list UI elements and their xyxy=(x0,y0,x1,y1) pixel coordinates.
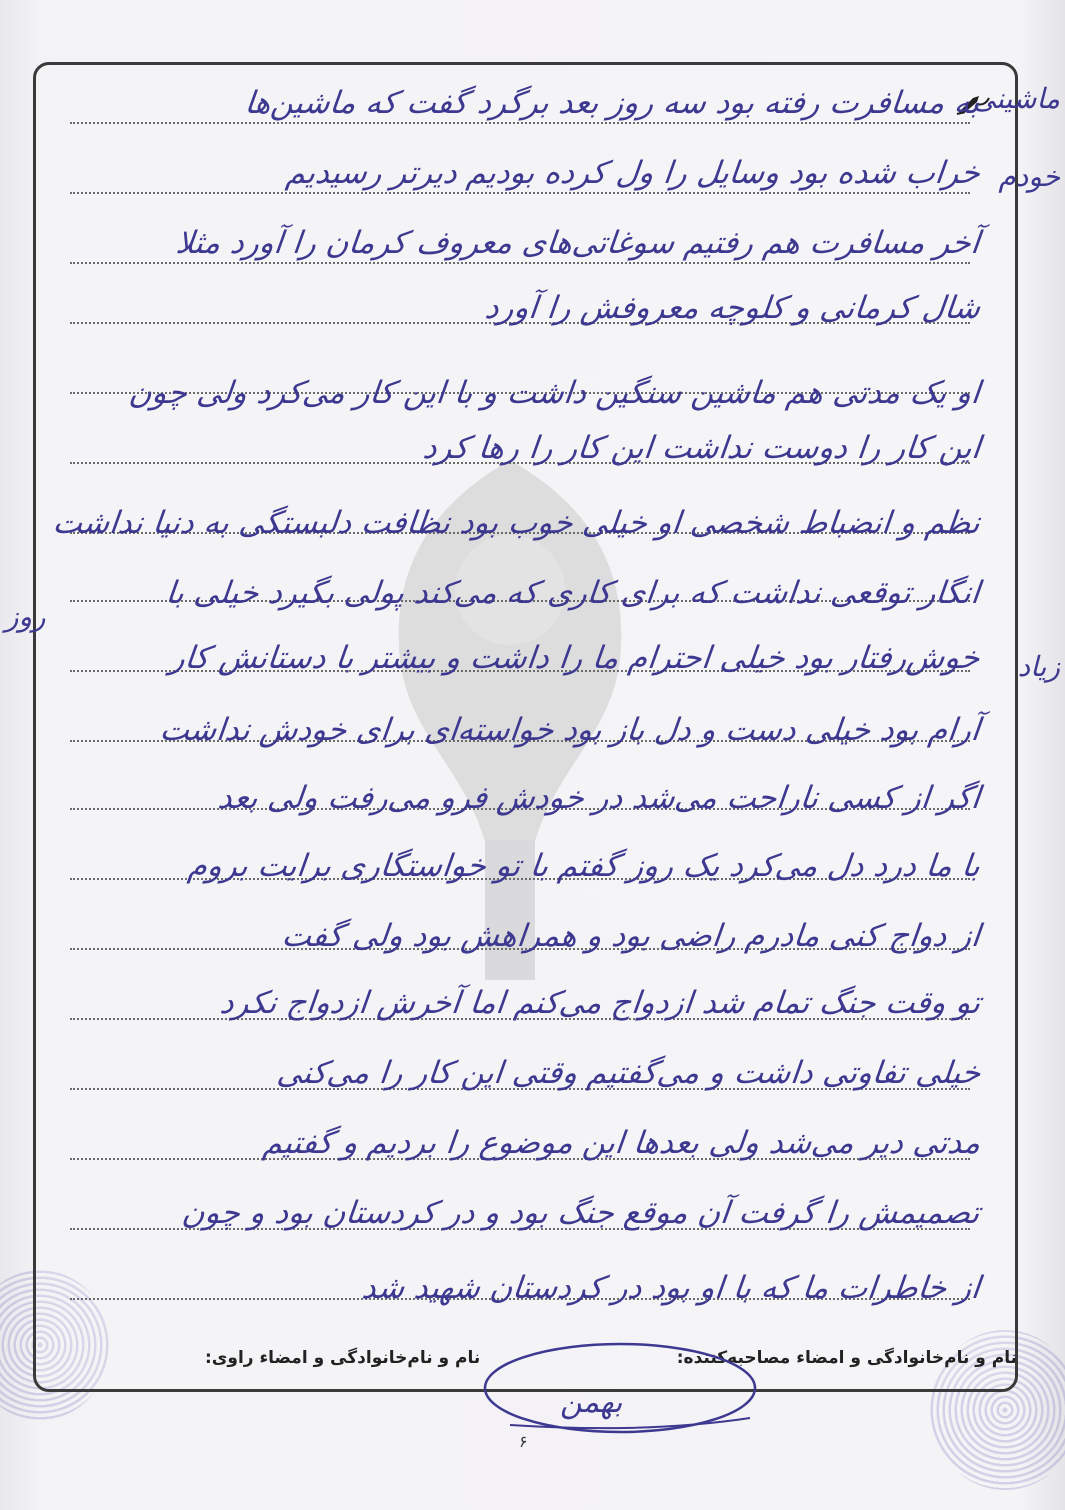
handwritten-line: آخر مسافرت هم رفتیم سوغاتی‌های معروف کرمان را آورد مثلا xyxy=(174,225,982,261)
narrator-signature-label: نام و نام‌خانوادگی و امضاء راوی: xyxy=(205,1348,481,1368)
interviewer-signature: بهمن xyxy=(560,1385,623,1420)
handwritten-line: خراب شده بود وسایل را ول کرده بودیم دیرتر رسیدیم xyxy=(284,155,982,191)
ruled-line xyxy=(70,262,970,264)
page-number: ۶ xyxy=(519,1432,528,1451)
handwritten-line: از دواج کنی مادرم راضی بود و همراهش بود ولی گفت xyxy=(280,918,982,954)
handwritten-line: تو وقت جنگ تمام شد ازدواج می‌کنم اما آخرش ازدواج نکرد xyxy=(217,985,982,1021)
margin-note: خودم xyxy=(998,160,1060,193)
handwritten-line: انگار توقعی نداشت که برای کاری که می‌کند پولی بگیرد خیلی با xyxy=(164,575,982,611)
handwritten-line: خوش‌رفتار بود خیلی احترام ما را داشت و بیشتر با دستانش کار xyxy=(168,640,982,676)
ruled-line xyxy=(70,122,970,124)
interviewer-signature-label: نام و نام‌خانوادگی و امضاء مصاحبه‌کننده: xyxy=(676,1348,1017,1368)
margin-note: ماشینی xyxy=(972,82,1060,115)
handwritten-line: او یک مدتی هم ماشین سنگین داشت و با این کار می‌کرد ولی چون xyxy=(127,375,982,411)
margin-note: زیاد xyxy=(1017,650,1060,683)
handwritten-line: نظم و انضباط شخصی او خیلی خوب بود نظافت دلبستگی به دنیا نداشت xyxy=(51,505,982,541)
handwritten-line: شال کرمانی و کلوچه معروفش را آورد xyxy=(482,290,982,326)
handwritten-line: به مسافرت رفته بود سه روز بعد برگرد گفت که ماشین‌ها xyxy=(243,85,982,121)
handwritten-line: تصمیمش را گرفت آن موقع جنگ بود و در کردستان بود و چون xyxy=(180,1195,982,1231)
handwritten-line: این کار را دوست نداشت این کار را رها کرد xyxy=(420,430,982,466)
handwritten-line: مدتی دیر می‌شد ولی بعدها این موضوع را بردیم و گفتیم xyxy=(260,1125,982,1161)
ruled-line xyxy=(70,192,970,194)
handwritten-line: با ما درد دل می‌کرد یک روز گفتم با تو خواستگاری برایت بروم xyxy=(186,848,982,884)
handwritten-line: آرام بود خیلی دست و دل باز بود خواسته‌ای برای خودش نداشت xyxy=(158,712,982,748)
handwritten-line: خیلی تفاوتی داشت و می‌گفتیم وقتی این کار را می‌کنی xyxy=(274,1055,982,1091)
margin-note: روز xyxy=(5,600,46,633)
handwritten-line: از خاطرات ما که با او بود در کردستان شهید شد xyxy=(360,1270,982,1306)
handwritten-line: اگر از کسی ناراحت می‌شد در خودش فرو می‌رفت ولی بعد xyxy=(216,780,982,816)
